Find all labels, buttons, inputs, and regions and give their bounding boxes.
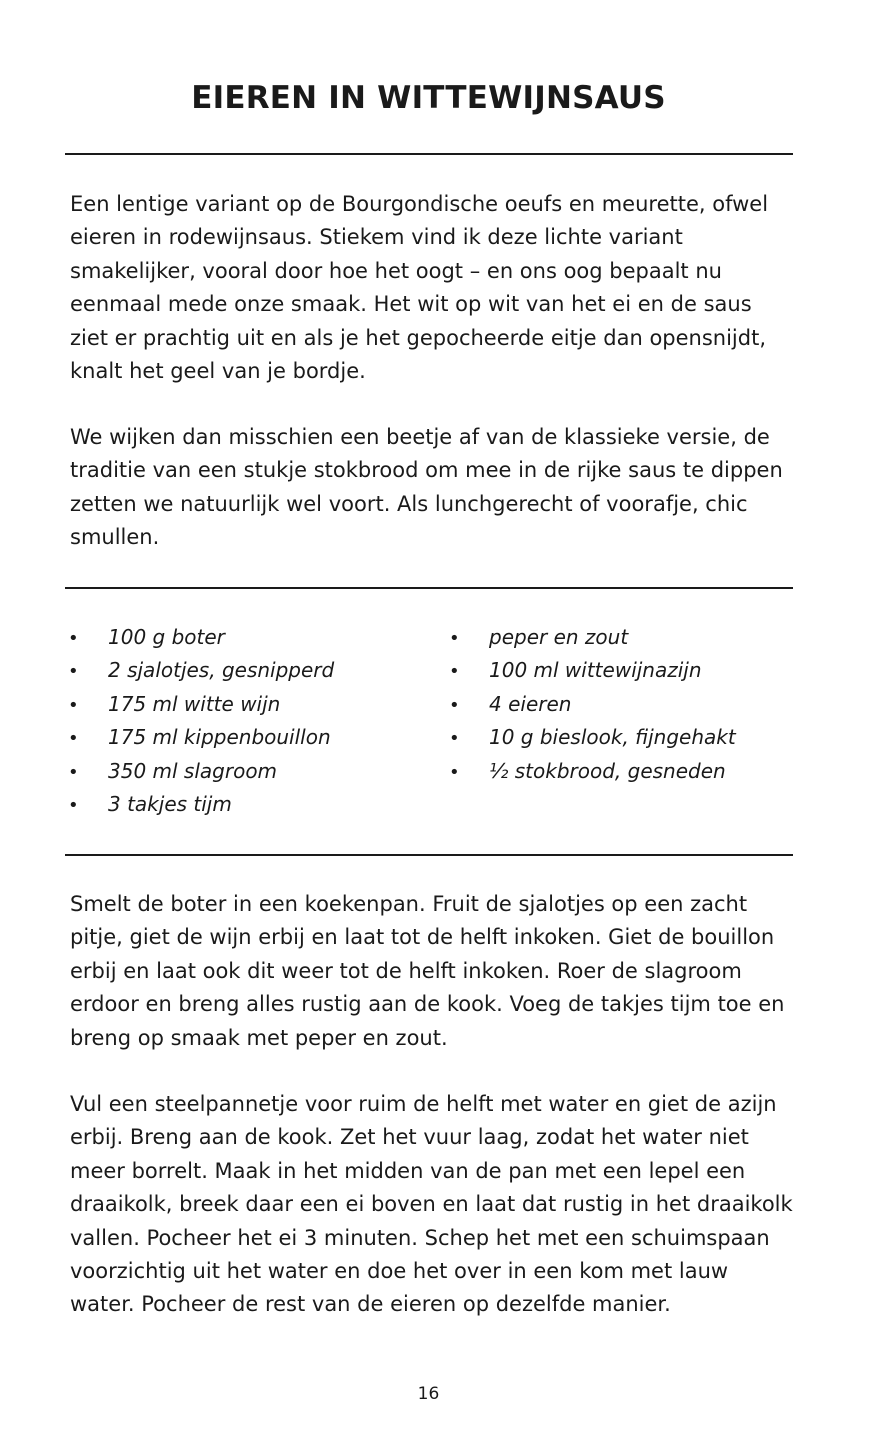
intro-paragraph-1: Een lentige variant op de Bourgondische oeufs en meurette, ofwel eieren in rodewijnsaus. Stiekem vind ik deze lichte variant smakelijker, vooral door hoe het oogt – en ons oog bepaalt nu eenmaal mede onze smaak. Het wit op wit van het ei en de saus ziet er prachtig uit en als je het gepocheerde eitje dan opensnijdt, knalt het geel van je bordje.	[70, 192, 769, 384]
ingredient-item	[68, 654, 334, 687]
method-paragraph-1: Smelt de boter in een koekenpan. Fruit de sjalotjes op een zacht pitje, giet de wijn erbij en laat tot de helft inkoken. Giet de bouillon erbij en laat ook dit weer tot de helft inkoken. Roer de slagroom erdoor en breng alles rustig aan de kook. Voeg de takjes tijm toe en breng op smaak met peper en zout.	[70, 892, 785, 1050]
divider-top	[65, 153, 793, 155]
bullet-icon: •	[68, 628, 79, 649]
ingredient-item	[68, 755, 334, 788]
ingredient-item	[68, 788, 334, 821]
bullet-icon: •	[68, 661, 79, 683]
divider-ingredients-bottom	[65, 854, 793, 856]
ingredient-text: 350 ml slagroom	[108, 758, 278, 783]
ingredient-text: 2 sjalotjes, gesnipperd	[108, 658, 335, 683]
bullet-icon: •	[449, 761, 460, 783]
bullet-icon: •	[449, 661, 460, 683]
method-paragraph-2: Vul een steelpannetje voor ruim de helft met water en giet de azijn erbij. Breng aan de kook. Zet het vuur laag, zodat het water niet meer borrelt. Maak in het midden van de pan met een lepel een draaikolk, breek daar een ei boven en laat dat rustig in het draaikolk vallen. Pocheer het ei 3 minuten. Schep het met een schuimspaan voorzichtig uit het water en doe het over in een kom met lauw water. Pocheer de rest van de eieren op dezelfde manier.	[70, 1092, 793, 1317]
bullet-icon: •	[449, 728, 460, 750]
ingredient-item	[68, 688, 334, 721]
ingredient-text: 175 ml kippenbouillon	[108, 725, 331, 750]
ingredient-item	[449, 755, 736, 788]
ingredient-item	[68, 621, 334, 654]
ingredient-text: 100 ml wittewijnazijn	[489, 658, 702, 683]
ingredient-item	[449, 621, 736, 654]
ingredient-text: 4 eieren	[489, 691, 572, 716]
ingredient-text: ½ stokbrood, gesneden	[489, 758, 726, 783]
ingredient-text: peper en zout	[489, 625, 629, 649]
ingredient-text: 3 takjes tijm	[108, 791, 232, 816]
ingredient-list-right	[449, 621, 736, 788]
ingredient-list-left	[68, 621, 334, 821]
ingredient-item	[449, 721, 736, 754]
bullet-icon: •	[68, 694, 79, 716]
bullet-icon: •	[68, 728, 79, 750]
bullet-icon: •	[449, 694, 460, 716]
page-number: 16	[417, 1384, 440, 1404]
ingredient-text: 100 g boter	[108, 625, 225, 649]
ingredient-item	[68, 721, 334, 754]
intro-paragraph-2: We wijken dan misschien een beetje af van de klassieke versie, de traditie van een stukje stokbrood om mee in de rijke saus te dippen zetten we natuurlijk wel voort. Als lunchgerecht of voorafje, chic smullen.	[70, 425, 783, 550]
bullet-icon: •	[68, 761, 79, 783]
recipe-title: EIEREN IN WITTEWIJNSAUS	[191, 80, 666, 116]
ingredient-text: 10 g bieslook, fijngehakt	[489, 725, 736, 750]
bullet-icon: •	[449, 628, 460, 649]
ingredient-item	[449, 654, 736, 687]
divider-ingredients-top	[65, 587, 793, 589]
ingredient-item	[449, 688, 736, 721]
bullet-icon: •	[68, 794, 79, 816]
ingredient-text: 175 ml witte wijn	[108, 691, 281, 716]
